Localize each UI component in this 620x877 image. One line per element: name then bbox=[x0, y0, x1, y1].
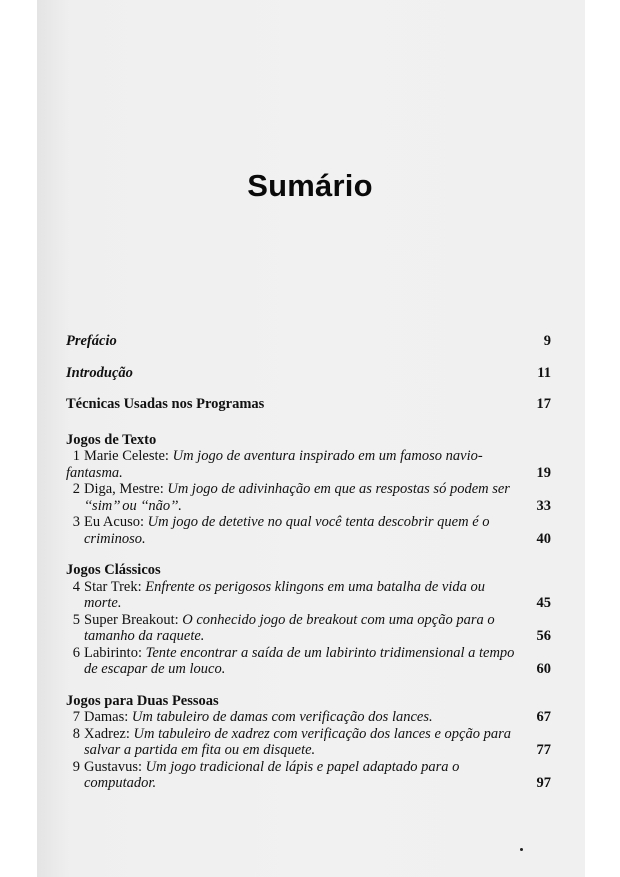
entry-number: 1 bbox=[72, 448, 80, 464]
entry-page: 56 bbox=[536, 628, 551, 644]
section-title: Jogos para Duas Pessoas bbox=[66, 692, 219, 709]
entry-number: 7 bbox=[72, 709, 80, 725]
entry-page: 33 bbox=[536, 497, 551, 514]
entry-description: Tente encontrar a saída de um labirinto tridimensional a tempo de escapar de um louco. bbox=[84, 644, 515, 677]
entry-description: Um tabuleiro de damas com verificação dos lances. bbox=[131, 709, 433, 725]
entry-description: Um jogo tradicional de lápis e papel adaptado para o computador. bbox=[84, 758, 460, 791]
toc-entry-introducao bbox=[66, 365, 551, 382]
toc-entry-label: Técnicas Usadas nos Programas bbox=[66, 396, 265, 412]
entry-name: Eu Acuso: bbox=[84, 514, 145, 530]
entry-description: Um jogo de adivinhação em que as respostas só podem ser ‘‘sim’’ ou ‘‘não’’. bbox=[84, 481, 510, 514]
table-of-contents bbox=[66, 333, 551, 807]
entry-page: 77 bbox=[536, 742, 551, 758]
toc-entry bbox=[66, 709, 551, 726]
entry-description: Enfrente os perigosos klingons em uma batalha de vida ou morte. bbox=[84, 578, 486, 611]
toc-entry bbox=[66, 448, 551, 481]
entry-page: 19 bbox=[536, 464, 551, 481]
entry-page: 45 bbox=[536, 595, 551, 611]
entry-name: Diga, Mestre: bbox=[84, 481, 164, 497]
page-title: Sumário bbox=[247, 168, 373, 203]
toc-entry-page: 9 bbox=[543, 333, 551, 349]
toc-entry bbox=[66, 579, 551, 612]
entry-number: 8 bbox=[72, 725, 80, 742]
toc-entry-label: Prefácio bbox=[66, 333, 117, 349]
toc-section-jogos-para-duas-pessoas bbox=[66, 693, 551, 792]
print-speck bbox=[520, 848, 523, 851]
toc-entry bbox=[66, 481, 551, 514]
toc-entry bbox=[66, 514, 551, 547]
entry-name: Labirinto: bbox=[84, 644, 142, 661]
toc-entry bbox=[66, 726, 551, 759]
toc-entry-tecnicas bbox=[66, 396, 551, 413]
entry-name: Damas: bbox=[84, 709, 129, 725]
entry-name: Super Breakout: bbox=[84, 611, 179, 628]
entry-name: Star Trek: bbox=[84, 578, 142, 595]
toc-entry-page: 17 bbox=[536, 396, 551, 412]
toc-section-jogos-classicos bbox=[66, 562, 551, 678]
entry-page: 97 bbox=[536, 775, 551, 791]
toc-entry-page: 11 bbox=[537, 364, 551, 381]
entry-number: 6 bbox=[72, 644, 80, 661]
toc-entry bbox=[66, 612, 551, 645]
entry-description: Um jogo de aventura inspirado em um famoso navio-fantasma. bbox=[66, 448, 483, 481]
entry-number: 2 bbox=[72, 481, 80, 497]
toc-entry bbox=[66, 759, 551, 792]
entry-page: 60 bbox=[536, 661, 551, 677]
entry-description: Um jogo de detetive no qual você tenta descobrir quem é o criminoso. bbox=[84, 514, 490, 547]
entry-page: 40 bbox=[536, 530, 551, 547]
entry-name: Gustavus: bbox=[84, 758, 142, 775]
entry-description: Um tabuleiro de xadrez com verificação dos lances e opção para salvar a partida em fita ou em disquete. bbox=[84, 725, 511, 758]
entry-number: 5 bbox=[72, 611, 80, 628]
toc-section-jogos-de-texto bbox=[66, 432, 551, 548]
section-title: Jogos Clássicos bbox=[66, 562, 161, 578]
entry-number: 4 bbox=[72, 578, 80, 595]
entry-number: 3 bbox=[72, 514, 80, 530]
section-title: Jogos de Texto bbox=[66, 431, 157, 448]
entry-number: 9 bbox=[72, 758, 80, 775]
toc-entry-prefacio bbox=[66, 333, 551, 350]
entry-description: O conhecido jogo de breakout com uma opção para o tamanho da raquete. bbox=[84, 611, 495, 644]
entry-page: 67 bbox=[536, 709, 551, 725]
entry-name: Marie Celeste: bbox=[84, 448, 169, 464]
toc-entry bbox=[66, 645, 551, 678]
entry-name: Xadrez: bbox=[84, 725, 130, 742]
toc-entry-label: Introdução bbox=[66, 364, 133, 381]
